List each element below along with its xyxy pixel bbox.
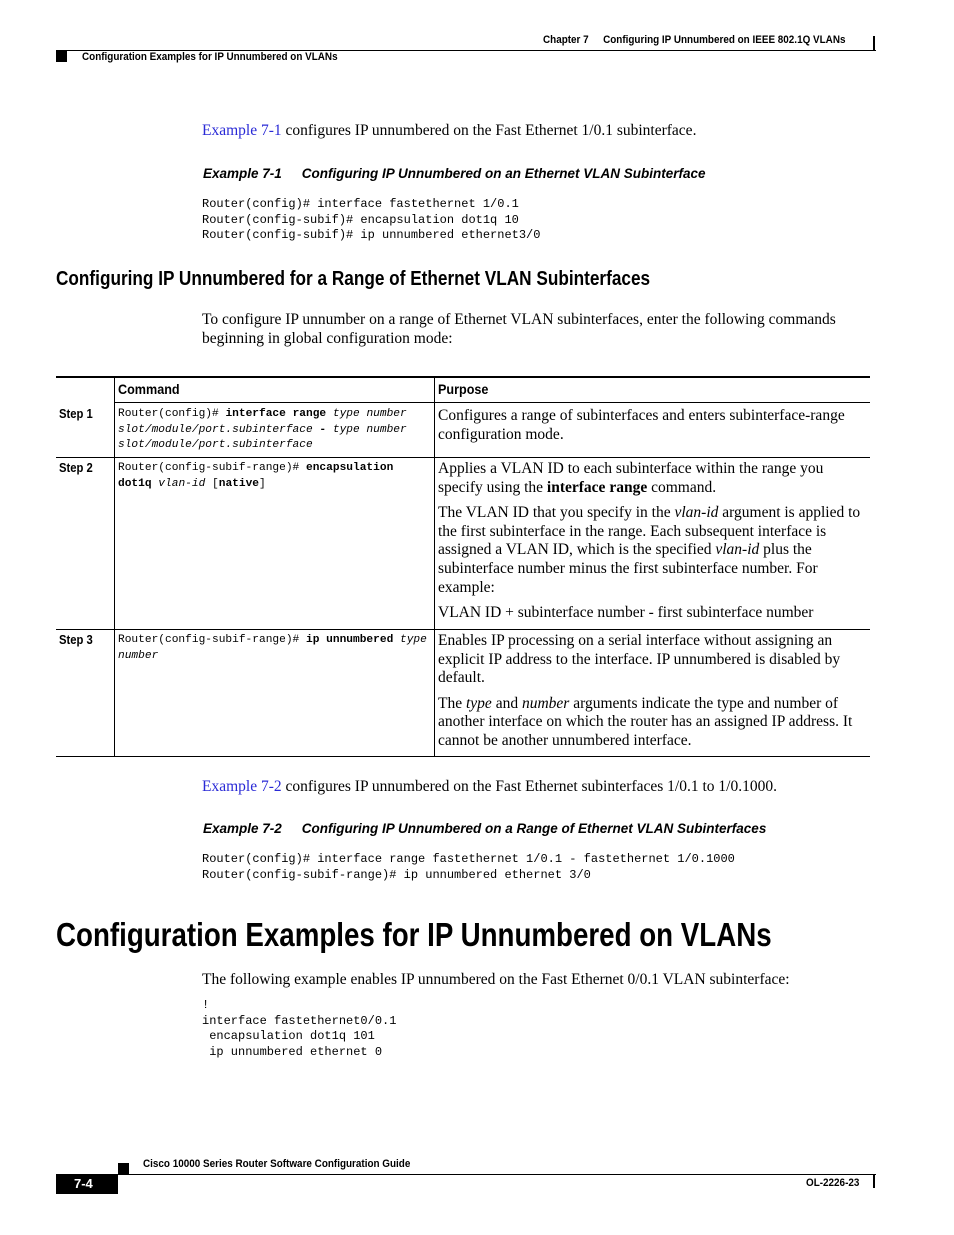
step-3-purpose (438, 632, 866, 758)
footer-doc-id: OL-2226-23 (806, 1177, 860, 1189)
chapter-number: Chapter 7 (543, 34, 589, 46)
step-1-args-end: type number slot/module/port.subinterface (118, 423, 407, 451)
intro-example-1-text: configures IP unnumbered on the Fast Ethernet 1/0.1 subinterface. (281, 122, 697, 139)
column-header-purpose: Purpose (438, 381, 489, 397)
example-2-title (203, 821, 766, 836)
step-3-args: type number (118, 634, 427, 662)
step-3-prompt: Router(config-subif-range)# (118, 634, 300, 646)
section-heading-range: Configuring IP Unnumbered for a Range of Ethernet VLAN Subinterfaces (56, 268, 651, 290)
footer-page-number: 7-4 (74, 1176, 93, 1191)
chapter-title: Configuring IP Unnumbered on IEEE 802.1Q VLANs (603, 34, 846, 46)
step-2-purpose-p2: The VLAN ID that you specify in the vlan-id argument is applied to the first subinterface in the range. Each subsequent interface is assigned a VLAN ID, which is the specified vlan-id plus the subinterface number minus the first subinterface number. For example: (438, 504, 861, 596)
example-2-label: Example 7-2 (203, 821, 282, 836)
example-2-caption: Configuring IP Unnumbered on a Range of Ethernet VLAN Subinterfaces (301, 821, 767, 836)
example-7-1-link[interactable]: Example 7-1 (202, 122, 282, 139)
footer-marker (118, 1163, 129, 1174)
step-2-keyword: encapsulation dot1q (118, 462, 394, 490)
step-2-args: vlan-id (158, 477, 206, 490)
step-1-separator: - (319, 423, 327, 436)
step-3-keyword: ip unnumbered (306, 634, 394, 646)
footer-rule (56, 1174, 876, 1175)
section-examples-code: ! interface fastethernet0/0.1 encapsulation dot1q 101 ip unnumbered ethernet 0 (202, 998, 397, 1059)
header-marker (56, 51, 67, 62)
intro-example-1 (202, 121, 872, 140)
step-1-keyword: interface range (225, 408, 327, 420)
step-2-prompt: Router(config-subif-range)# (118, 462, 300, 474)
header-chapter (543, 34, 845, 46)
step-2-command: Router(config-subif-range)# encapsulation dot1q vlan-id [native] (118, 462, 394, 490)
table-col-divider-1 (114, 376, 115, 756)
section-range-intro: To configure IP unnumber on a range of Ethernet VLAN subinterfaces, enter the following commands beginning in global configuration mode: (202, 311, 836, 347)
step-3-purpose-p1: Enables IP processing on a serial interface without assigning an explicit IP address to the interface. IP unnumbered is disabled by default. (438, 632, 841, 687)
step-2-label: Step 2 (59, 461, 93, 475)
table-row-rule-2 (56, 629, 870, 630)
intro-example-2 (202, 777, 872, 796)
table-row-rule-1 (56, 457, 870, 458)
column-header-command: Command (118, 381, 180, 397)
step-3-command (118, 633, 430, 664)
example-1-title (203, 166, 706, 181)
example-2-code: Router(config)# interface range fastethernet 1/0.1 - fastethernet 1/0.1000 Router(config-subif-range)# ip unnumbered ethernet 3/0 (202, 852, 735, 882)
step-1-prompt: Router(config)# (118, 408, 219, 420)
table-top-rule (56, 376, 870, 378)
step-1-purpose (438, 407, 866, 451)
section-heading-examples: Configuration Examples for IP Unnumbered on VLANs (56, 916, 772, 953)
example-1-caption: Configuring IP Unnumbered on an Ethernet VLAN Subinterface (301, 166, 706, 181)
step-1-args: type number slot/module/port.subinterface (118, 408, 407, 436)
step-3-label: Step 3 (59, 633, 93, 647)
example-1-label: Example 7-1 (203, 166, 282, 181)
step-1-purpose-text: Configures a range of subinterfaces and enters subinterface-range configuration mode. (438, 407, 845, 443)
example-1-code: Router(config)# interface fastethernet 1/0.1 Router(config-subif)# encapsulation dot1q 10 Router(config-subif)# ip unnumbered ethernet3/0 (202, 197, 541, 242)
header-tick (873, 36, 875, 50)
step-2-purpose-p3: VLAN ID + subinterface number - first subinterface number (438, 604, 814, 622)
header-section-title: Configuration Examples for IP Unnumbered on VLANs (82, 51, 338, 63)
step-1-label: Step 1 (59, 407, 93, 421)
example-7-2-link[interactable]: Example 7-2 (202, 778, 282, 795)
step-2-purpose (438, 460, 866, 630)
section-examples-intro: The following example enables IP unnumbered on the Fast Ethernet 0/0.1 VLAN subinterface: (202, 971, 790, 988)
step-3-purpose-p2: The type and number arguments indicate the type and number of another interface on which the router has an assigned IP address. It cannot be another unnumbered interface. (438, 694, 853, 749)
table-header-rule (114, 402, 870, 403)
intro-example-2-text: configures IP unnumbered on the Fast Ethernet subinterfaces 1/0.1 to 1/0.1000. (281, 778, 777, 795)
step-2-purpose-p1: Applies a VLAN ID to each subinterface within the range you specify using the interface range command. (438, 460, 824, 496)
table-col-divider-2 (434, 376, 435, 756)
step-1-command (118, 407, 430, 454)
table-bottom-rule (56, 756, 870, 757)
footer-guide-title: Cisco 10000 Series Router Software Configuration Guide (143, 1158, 411, 1170)
footer-tick (873, 1174, 875, 1188)
step-2-option: native (218, 477, 260, 490)
